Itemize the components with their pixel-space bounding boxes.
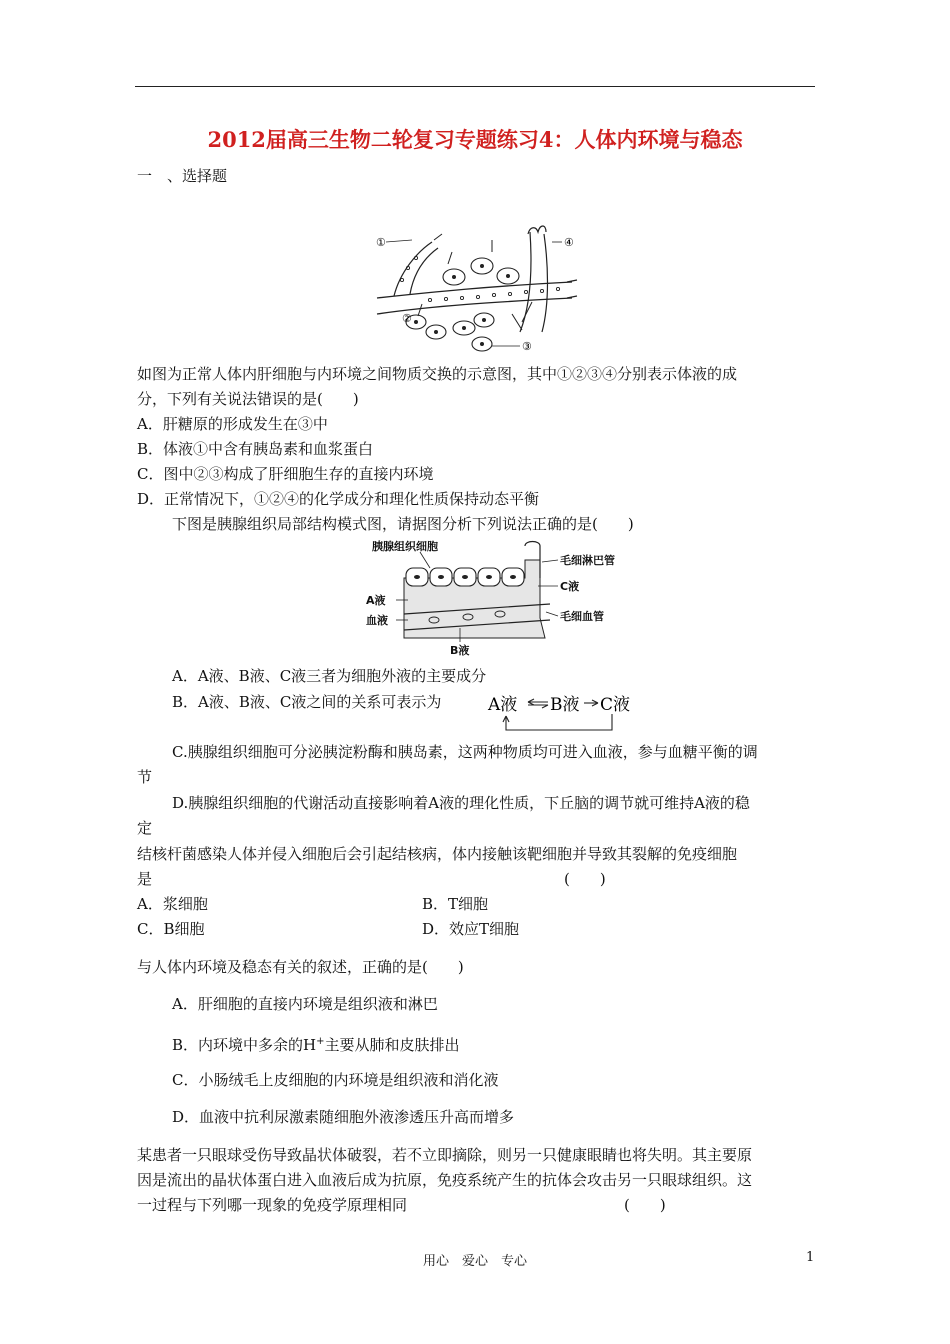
q4-option-b	[172, 1032, 460, 1055]
q4-stem: 与人体内环境及稳态有关的叙述，正确的是( )	[137, 958, 464, 976]
q2-option-d-line1: D.胰腺组织细胞的代谢活动直接影响着A液的理化性质，下丘脑的调节就可维持A液的稳	[172, 794, 750, 812]
q4-option-a: A．肝细胞的直接内环境是组织液和淋巴	[172, 995, 438, 1013]
page-footer: 用心 爱心 专心	[422, 1254, 527, 1269]
q2-option-c-line1: C.胰腺组织细胞可分泌胰淀粉酶和胰岛素，这两种物质均可进入血液，参与血糖平衡的调	[172, 743, 758, 761]
q4-option-b-sup: +	[316, 1036, 325, 1047]
relation-b: B液	[550, 695, 580, 715]
q2-stem: 下图是胰腺组织局部结构模式图，请据图分析下列说法正确的是( )	[172, 515, 634, 533]
q3-option-b: B．T细胞	[422, 895, 489, 913]
q5-line1: 某患者一只眼球受伤导致晶状体破裂，若不立即摘除，则另一只健康眼睛也将失明。其主要原	[137, 1146, 753, 1164]
q4-option-d: D．血液中抗利尿激素随细胞外液渗透压升高而增多	[172, 1108, 515, 1126]
header-rule	[135, 86, 815, 87]
relation-a: A液	[488, 695, 518, 715]
q1-stem-line2: 分，下列有关说法错误的是( )	[137, 390, 359, 408]
relation-c: C液	[600, 695, 631, 715]
label-pancreas-cell: 胰腺组织细胞	[372, 540, 438, 553]
q3-option-d: D．效应T细胞	[422, 920, 520, 938]
q1-stem-line1: 如图为正常人体内肝细胞与内环境之间物质交换的示意图，其中①②③④分别表示体液的成	[137, 365, 738, 383]
q3-stem-line2: 是	[137, 870, 153, 888]
q3-option-a: A．浆细胞	[137, 895, 208, 913]
label-b-fluid: B液	[450, 644, 470, 657]
label-c-fluid: C液	[560, 580, 580, 593]
q4-option-b-post: 主要从肺和皮肤排出	[324, 1036, 460, 1054]
page-number: 1	[806, 1250, 815, 1265]
relation-diagram	[484, 690, 644, 738]
label-lymph-capillary: 毛细淋巴管	[560, 554, 615, 567]
q1-option-d: D．正常情况下，①②④的化学成分和理化性质保持动态平衡	[137, 490, 540, 508]
q3-option-c: C．B细胞	[137, 920, 205, 938]
label-blood: 血液	[366, 614, 388, 627]
q2-option-c-line2: 节	[137, 768, 153, 786]
q5-paren: ( )	[624, 1196, 666, 1214]
label-3: ③	[522, 340, 532, 353]
figure-pancreas	[360, 538, 620, 660]
q5-line3: 一过程与下列哪一现象的免疫学原理相同	[137, 1196, 408, 1214]
figure-liver-exchange	[372, 222, 592, 356]
q2-option-a: A．A液、B液、C液三者为细胞外液的主要成分	[172, 667, 487, 685]
label-2: ②	[402, 312, 412, 325]
label-a-fluid: A液	[366, 594, 386, 607]
q3-stem-line1: 结核杆菌感染人体并侵入细胞后会引起结核病，体内接触该靶细胞并导致其裂解的免疫细胞	[137, 845, 738, 863]
q5-line2: 因是流出的晶状体蛋白进入血液后成为抗原，免疫系统产生的抗体会攻击另一只眼球组织。这	[137, 1171, 753, 1189]
q4-option-c: C．小肠绒毛上皮细胞的内环境是组织液和消化液	[172, 1071, 499, 1089]
q1-option-c: C．图中②③构成了肝细胞生存的直接内环境	[137, 465, 434, 483]
q1-option-a: A．肝糖原的形成发生在③中	[137, 415, 328, 433]
label-1: ①	[376, 236, 386, 249]
section-heading: 一 、选择题	[137, 167, 228, 185]
label-4: ④	[564, 236, 574, 249]
q4-option-b-pre: B．内环境中多余的H	[172, 1036, 317, 1054]
q3-paren: ( )	[564, 870, 606, 888]
page-title: 2012届高三生物二轮复习专题练习4：人体内环境与稳态	[207, 127, 743, 152]
q2-option-b: B．A液、B液、C液之间的关系可表示为	[172, 693, 442, 711]
q1-option-b: B．体液①中含有胰岛素和血浆蛋白	[137, 440, 374, 458]
label-capillary: 毛细血管	[560, 610, 604, 623]
q2-option-d-line2: 定	[137, 819, 153, 837]
